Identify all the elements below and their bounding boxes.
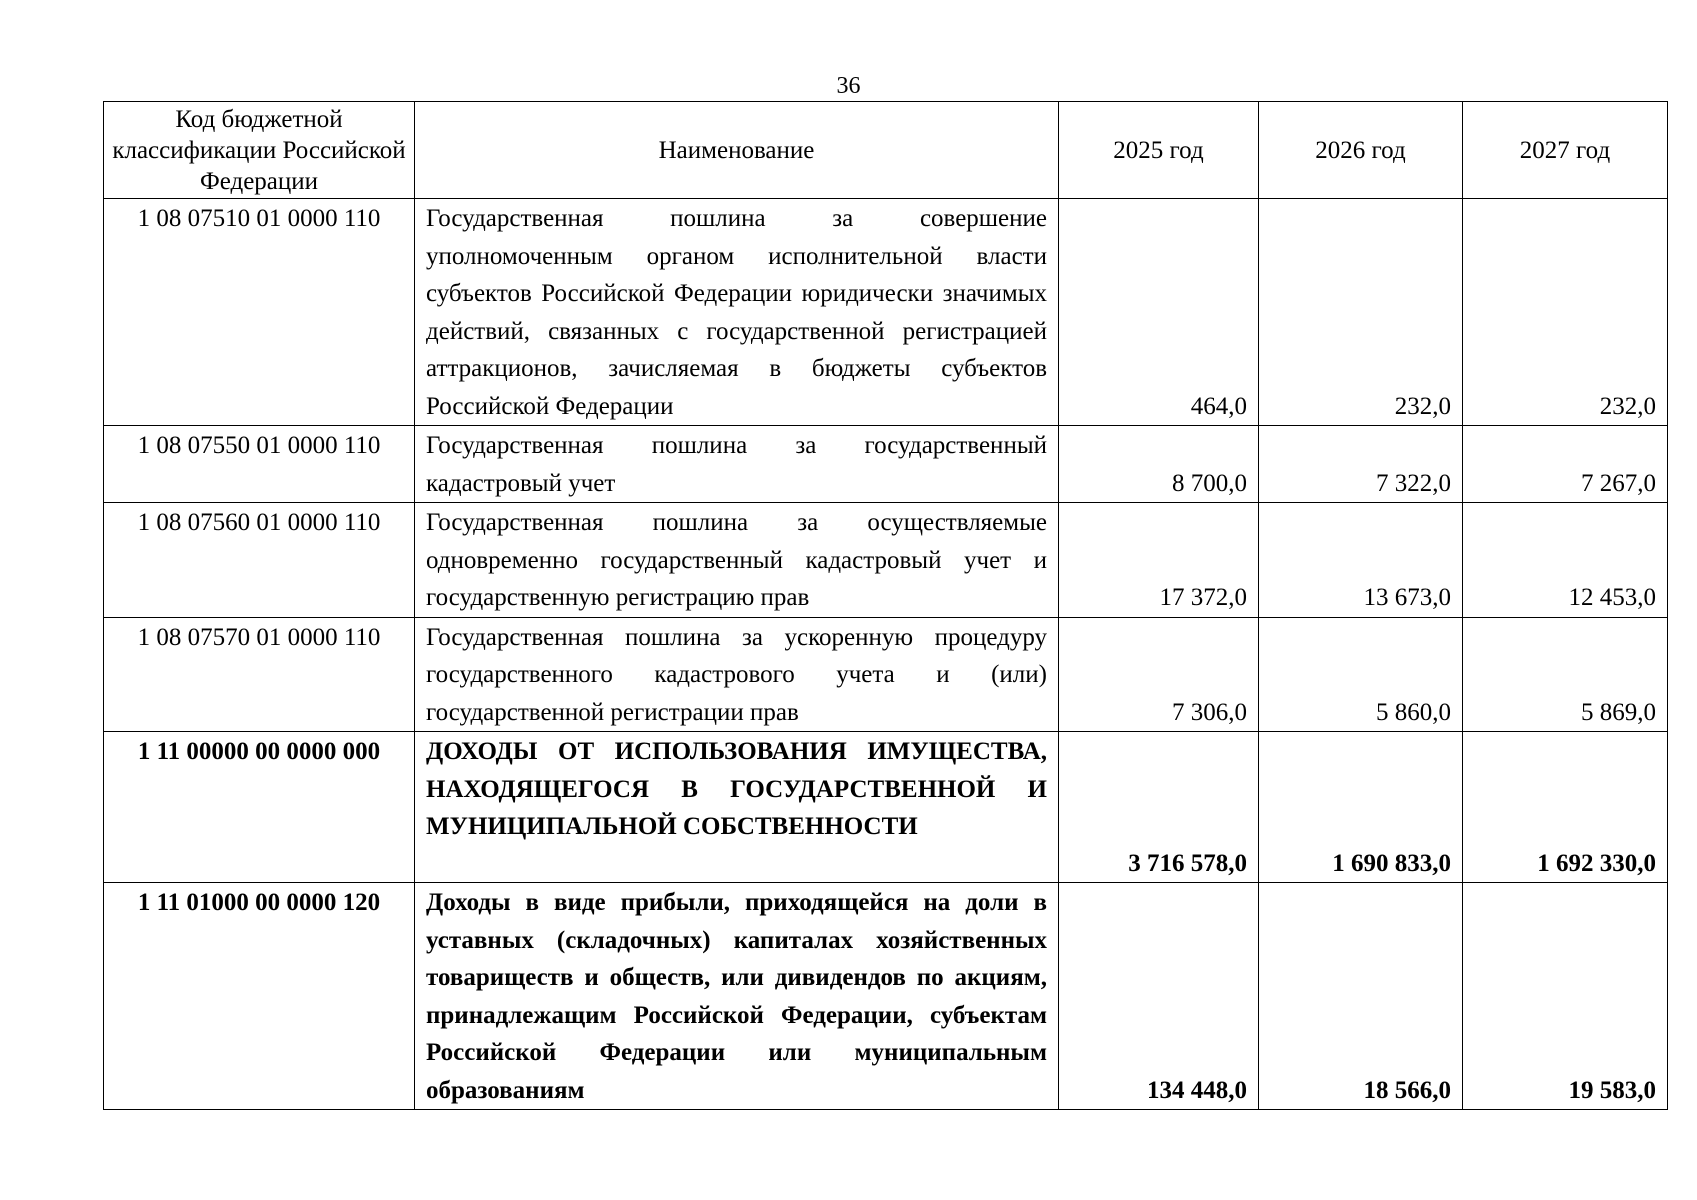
row-code: 1 11 01000 00 0000 120 — [104, 883, 415, 1110]
row-code: 1 11 00000 00 0000 000 — [104, 732, 415, 883]
row-name: ДОХОДЫ ОТ ИСПОЛЬЗОВАНИЯ ИМУЩЕСТВА, НАХОДЯЩЕГОСЯ В ГОСУДАРСТВЕННОЙ И МУНИЦИПАЛЬНОЙ СОБСТВЕННОСТИ — [415, 732, 1059, 883]
header-2027: 2027 год — [1463, 102, 1668, 199]
row-code: 1 08 07560 01 0000 110 — [104, 503, 415, 618]
page-number: 36 — [836, 73, 861, 99]
row-value-2025: 7 306,0 — [1059, 617, 1259, 732]
table-row — [104, 617, 1668, 732]
table-row — [104, 199, 1668, 426]
row-value-2027: 232,0 — [1463, 199, 1668, 426]
row-value-2026: 7 322,0 — [1259, 426, 1463, 503]
row-name: Государственная пошлина за ускоренную процедуру государственного кадастрового учета и (или) государственной регистрации прав — [415, 617, 1059, 732]
header-code: Код бюджетной классификации Российской Федерации — [104, 102, 415, 199]
row-code: 1 08 07570 01 0000 110 — [104, 617, 415, 732]
row-name: Государственная пошлина за государственный кадастровый учет — [415, 426, 1059, 503]
table-row — [104, 883, 1668, 1110]
row-value-2026: 1 690 833,0 — [1259, 732, 1463, 883]
header-2026: 2026 год — [1259, 102, 1463, 199]
table-row — [104, 426, 1668, 503]
row-value-2025: 17 372,0 — [1059, 503, 1259, 618]
row-value-2025: 464,0 — [1059, 199, 1259, 426]
row-value-2027: 19 583,0 — [1463, 883, 1668, 1110]
row-value-2027: 7 267,0 — [1463, 426, 1668, 503]
row-value-2026: 18 566,0 — [1259, 883, 1463, 1110]
row-value-2026: 232,0 — [1259, 199, 1463, 426]
header-2025: 2025 год — [1059, 102, 1259, 199]
row-value-2025: 3 716 578,0 — [1059, 732, 1259, 883]
row-value-2026: 13 673,0 — [1259, 503, 1463, 618]
row-name: Доходы в виде прибыли, приходящейся на доли в уставных (складочных) капиталах хозяйственных товариществ и обществ, или дивидендов по акциям, принадлежащим Российской Федерации, субъектам Российской Федерации или муниципальным образованиям — [415, 883, 1059, 1110]
row-code: 1 08 07510 01 0000 110 — [104, 199, 415, 426]
row-value-2027: 1 692 330,0 — [1463, 732, 1668, 883]
header-name: Наименование — [415, 102, 1059, 199]
row-value-2027: 12 453,0 — [1463, 503, 1668, 618]
table-header-row — [104, 102, 1668, 199]
row-value-2025: 134 448,0 — [1059, 883, 1259, 1110]
row-name: Государственная пошлина за осуществляемые одновременно государственный кадастровый учет и государственную регистрацию прав — [415, 503, 1059, 618]
row-value-2027: 5 869,0 — [1463, 617, 1668, 732]
row-value-2025: 8 700,0 — [1059, 426, 1259, 503]
row-value-2026: 5 860,0 — [1259, 617, 1463, 732]
row-name: Государственная пошлина за совершение уполномоченным органом исполнительной власти субъектов Российской Федерации юридически значимых действий, связанных с государственной регистрацией аттракционов, зачисляемая в бюджеты субъектов Российской Федерации — [415, 199, 1059, 426]
table-row — [104, 503, 1668, 618]
budget-revenue-table — [103, 101, 1668, 1110]
row-code: 1 08 07550 01 0000 110 — [104, 426, 415, 503]
table-row — [104, 732, 1668, 883]
